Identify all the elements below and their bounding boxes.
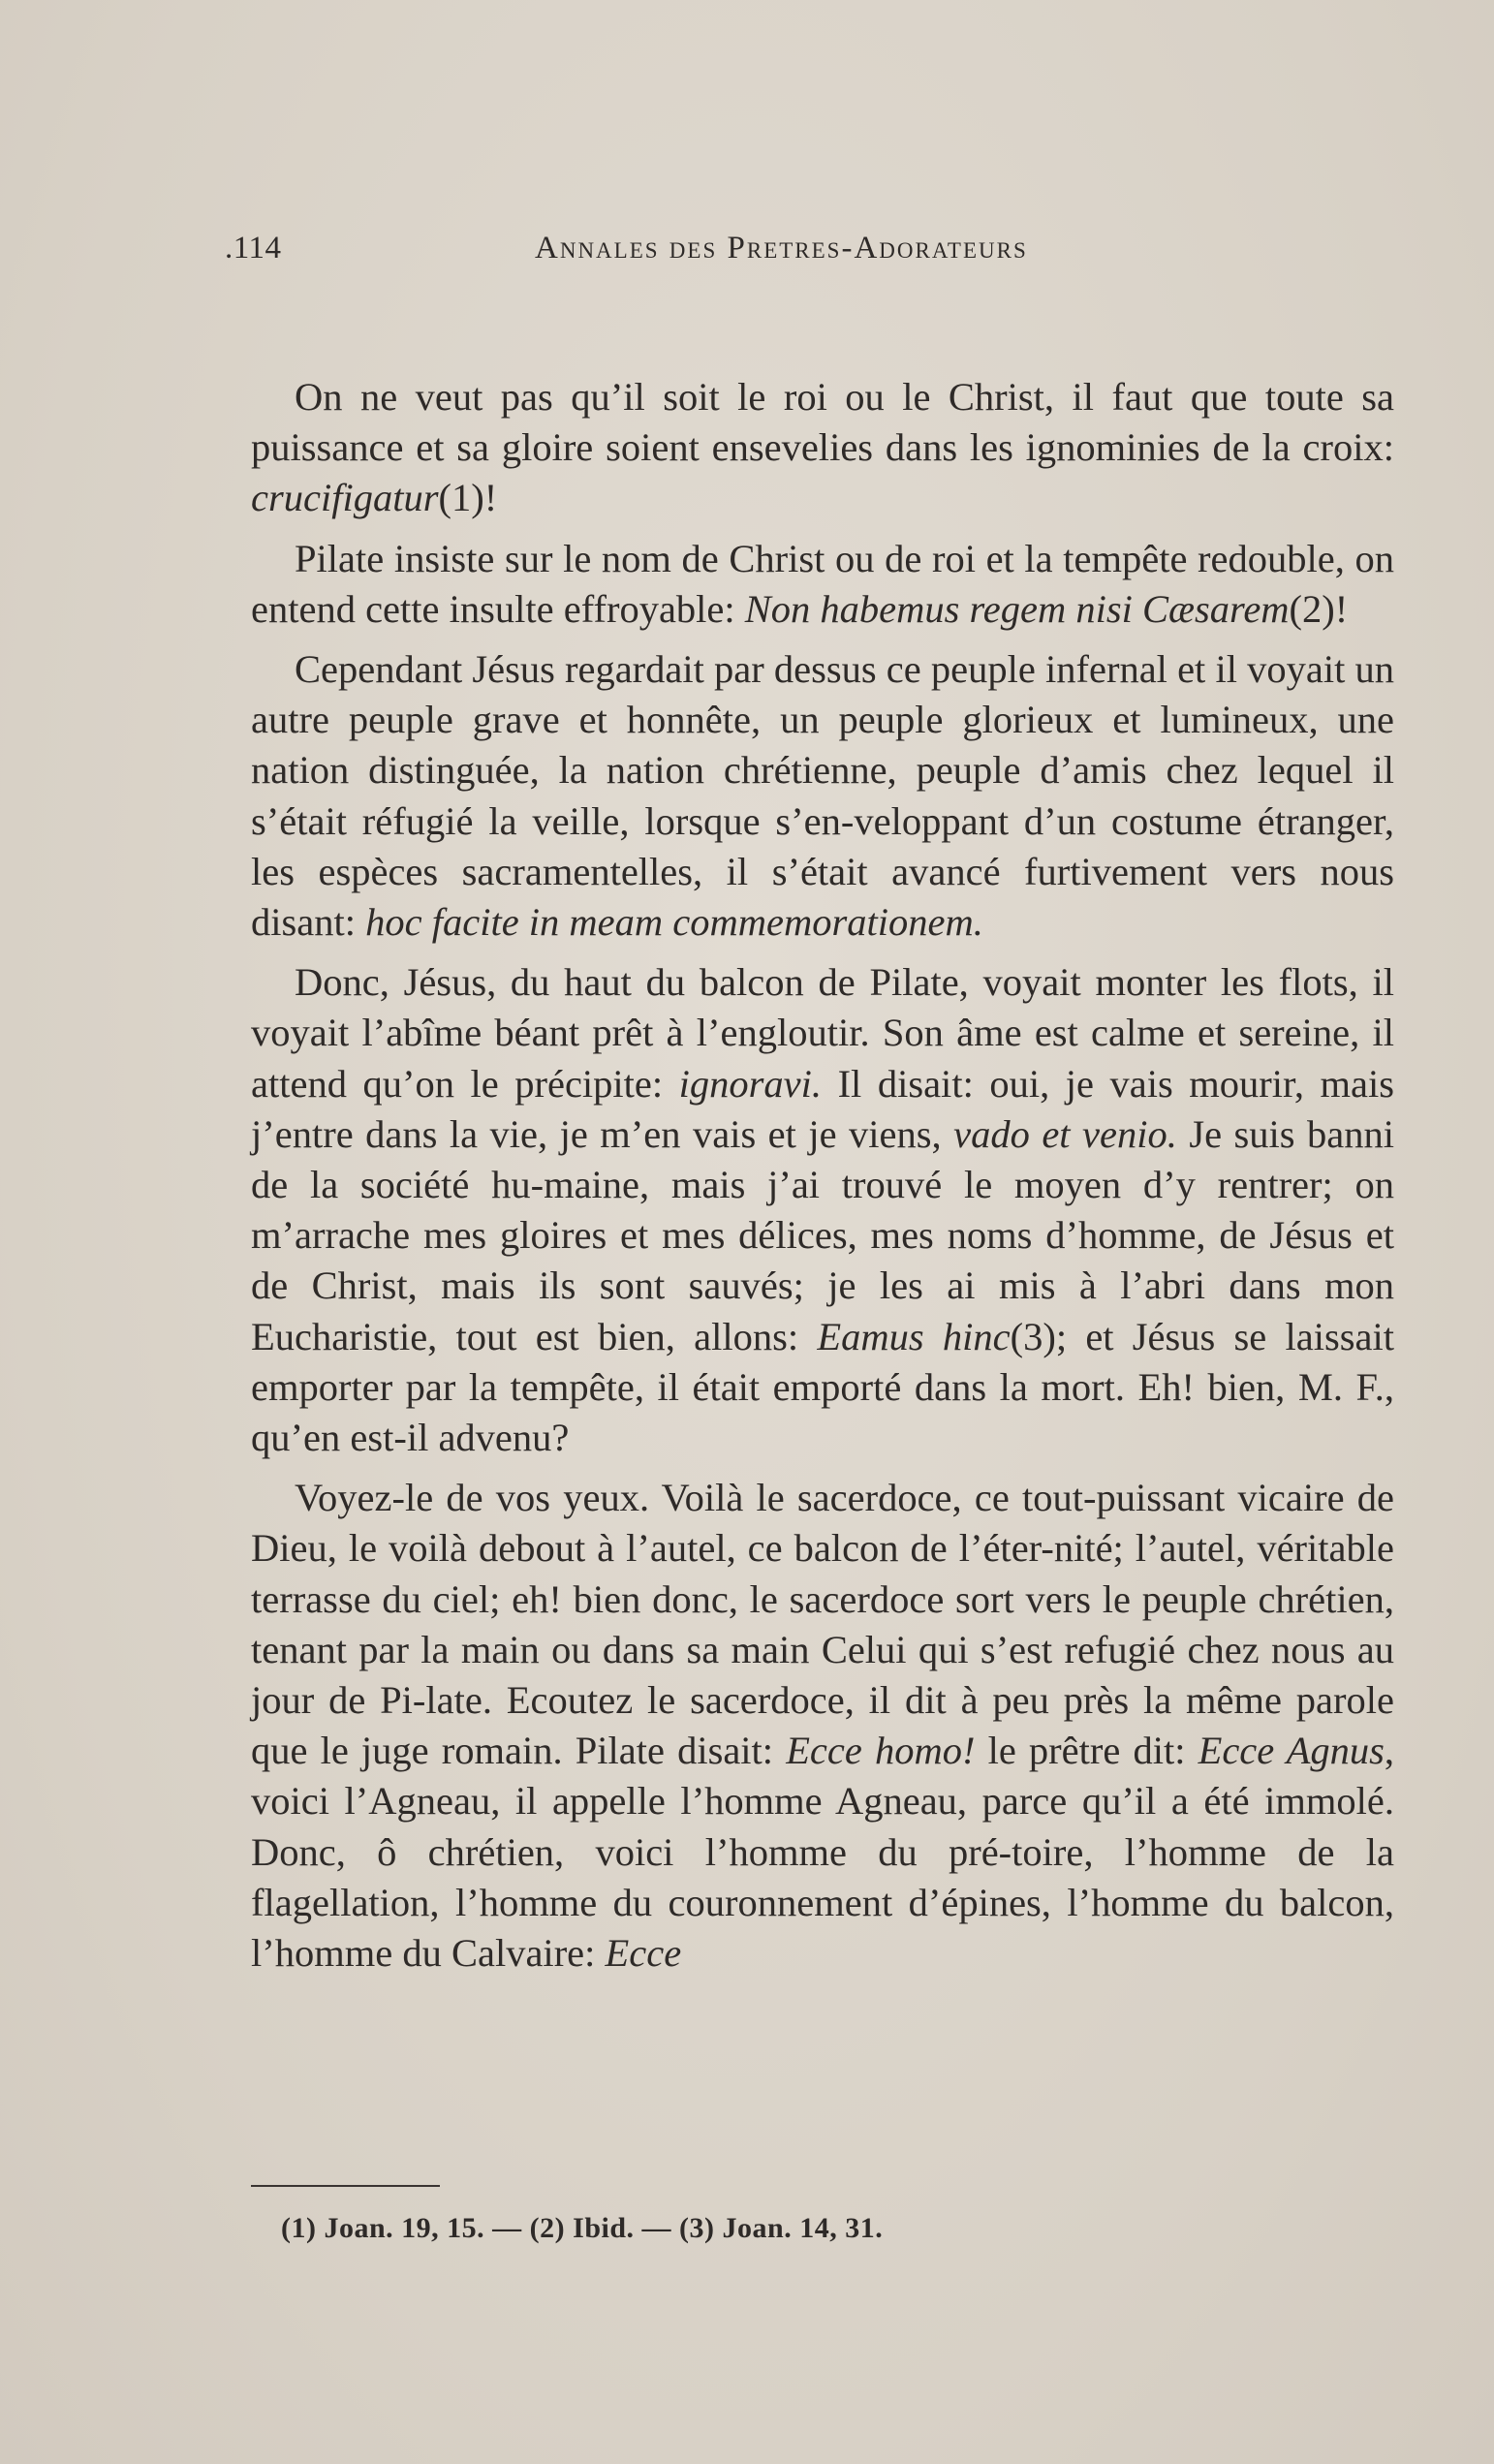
text-run: le prêtre dit: xyxy=(975,1729,1198,1773)
text-run: Cependant Jésus regardait par dessus ce peuple infernal et il voyait un autre peuple grave et honnête, un peuple glorieux et lumineux, une nation distinguée, la nation chrétienne, peuple d’amis chez lequel il s’était réfugié la veille, lorsque s’en-veloppant d’un costume étranger, les espèces sacramentelles, il s’était avancé furtivement vers nous disant: xyxy=(251,647,1394,945)
paragraph xyxy=(251,644,1394,948)
text-run: Pilate insiste sur le nom de Christ ou de roi et la tempête redouble, on entend cette insulte effroyable: xyxy=(251,536,1394,631)
italic-phrase: hoc facite in meam commemorationem. xyxy=(365,900,983,945)
text-run: (1)! xyxy=(438,476,498,520)
text-run: Il disait: oui, je vais mourir, mais j’entre dans la vie, je m’en vais et je viens, xyxy=(251,1061,1394,1156)
italic-phrase: ignoravi. xyxy=(678,1061,823,1106)
italic-phrase: crucifigatur xyxy=(251,476,439,520)
body-text xyxy=(251,372,1394,1988)
italic-phrase: Eamus hinc xyxy=(817,1314,1011,1358)
paragraph xyxy=(251,957,1394,1463)
text-run: , voici l’Agneau, il appelle l’homme Agneau, parce qu’il a été immolé. Donc, ô chrétien, voici l’homme du pré-toire, l’homme de la flagellation, l’homme du couronnement d’épines, l’homme du balcon, l’homme du Calvaire: xyxy=(251,1729,1395,1976)
paragraph xyxy=(251,372,1394,524)
running-head xyxy=(225,231,1203,277)
text-run: (3); et Jésus se laissait emporter par la tempête, il était emporté dans la mort. Eh! bien, M. F., qu’en est-il advenu? xyxy=(251,1314,1395,1460)
running-title: Annales des Pretres-Adorateurs xyxy=(535,231,1028,265)
text-run: Voyez-le de vos yeux. Voilà le sacerdoce, ce tout-puissant vicaire de Dieu, le voilà debout à l’autel, ce balcon de l’éter-nité; l’autel, véritable terrasse du ciel; eh! bien donc, le sacerdoce sort vers le peuple chrétien, tenant par la main ou dans sa main Celui qui s’est refugié chez nous au jour de Pi-late. Ecoutez le sacerdoce, il dit à peu près la même parole que le juge romain. Pilate disait: xyxy=(251,1476,1394,1773)
italic-phrase: Non habemus regem nisi Cæsarem xyxy=(744,586,1290,631)
text-run: (2)! xyxy=(1289,586,1349,631)
italic-phrase: vado et venio. xyxy=(953,1111,1177,1156)
text-run: On ne veut pas qu’il soit le roi ou le Christ, il faut que toute sa puissance et sa gloire soient ensevelies dans les ignominies de la croix: xyxy=(251,375,1394,470)
footnotes: (1) Joan. 19, 15. — (2) Ibid. — (3) Joan. 14, 31. xyxy=(281,2212,884,2244)
paragraph xyxy=(251,1473,1394,1979)
italic-phrase: Ecce xyxy=(605,1931,682,1976)
page-number: .114 xyxy=(225,231,282,265)
italic-phrase: Ecce homo! xyxy=(786,1729,976,1773)
italic-phrase: Ecce Agnus xyxy=(1198,1729,1385,1773)
footnote-rule xyxy=(251,2185,440,2187)
text-run: Donc, Jésus, du haut du balcon de Pilate, voyait monter les flots, il voyait l’abîme béant prêt à l’engloutir. Son âme est calme et sereine, il attend qu’on le précipite: xyxy=(251,960,1394,1106)
paragraph xyxy=(251,534,1394,635)
text-run: Je suis banni de la société hu-maine, mais j’ai trouvé le moyen d’y rentrer; on m’arrache mes gloires et mes délices, mes noms d’homme, de Jésus et de Christ, mais ils sont sauvés; je les ai mis à l’abri dans mon Eucharistie, tout est bien, allons: xyxy=(251,1111,1394,1358)
